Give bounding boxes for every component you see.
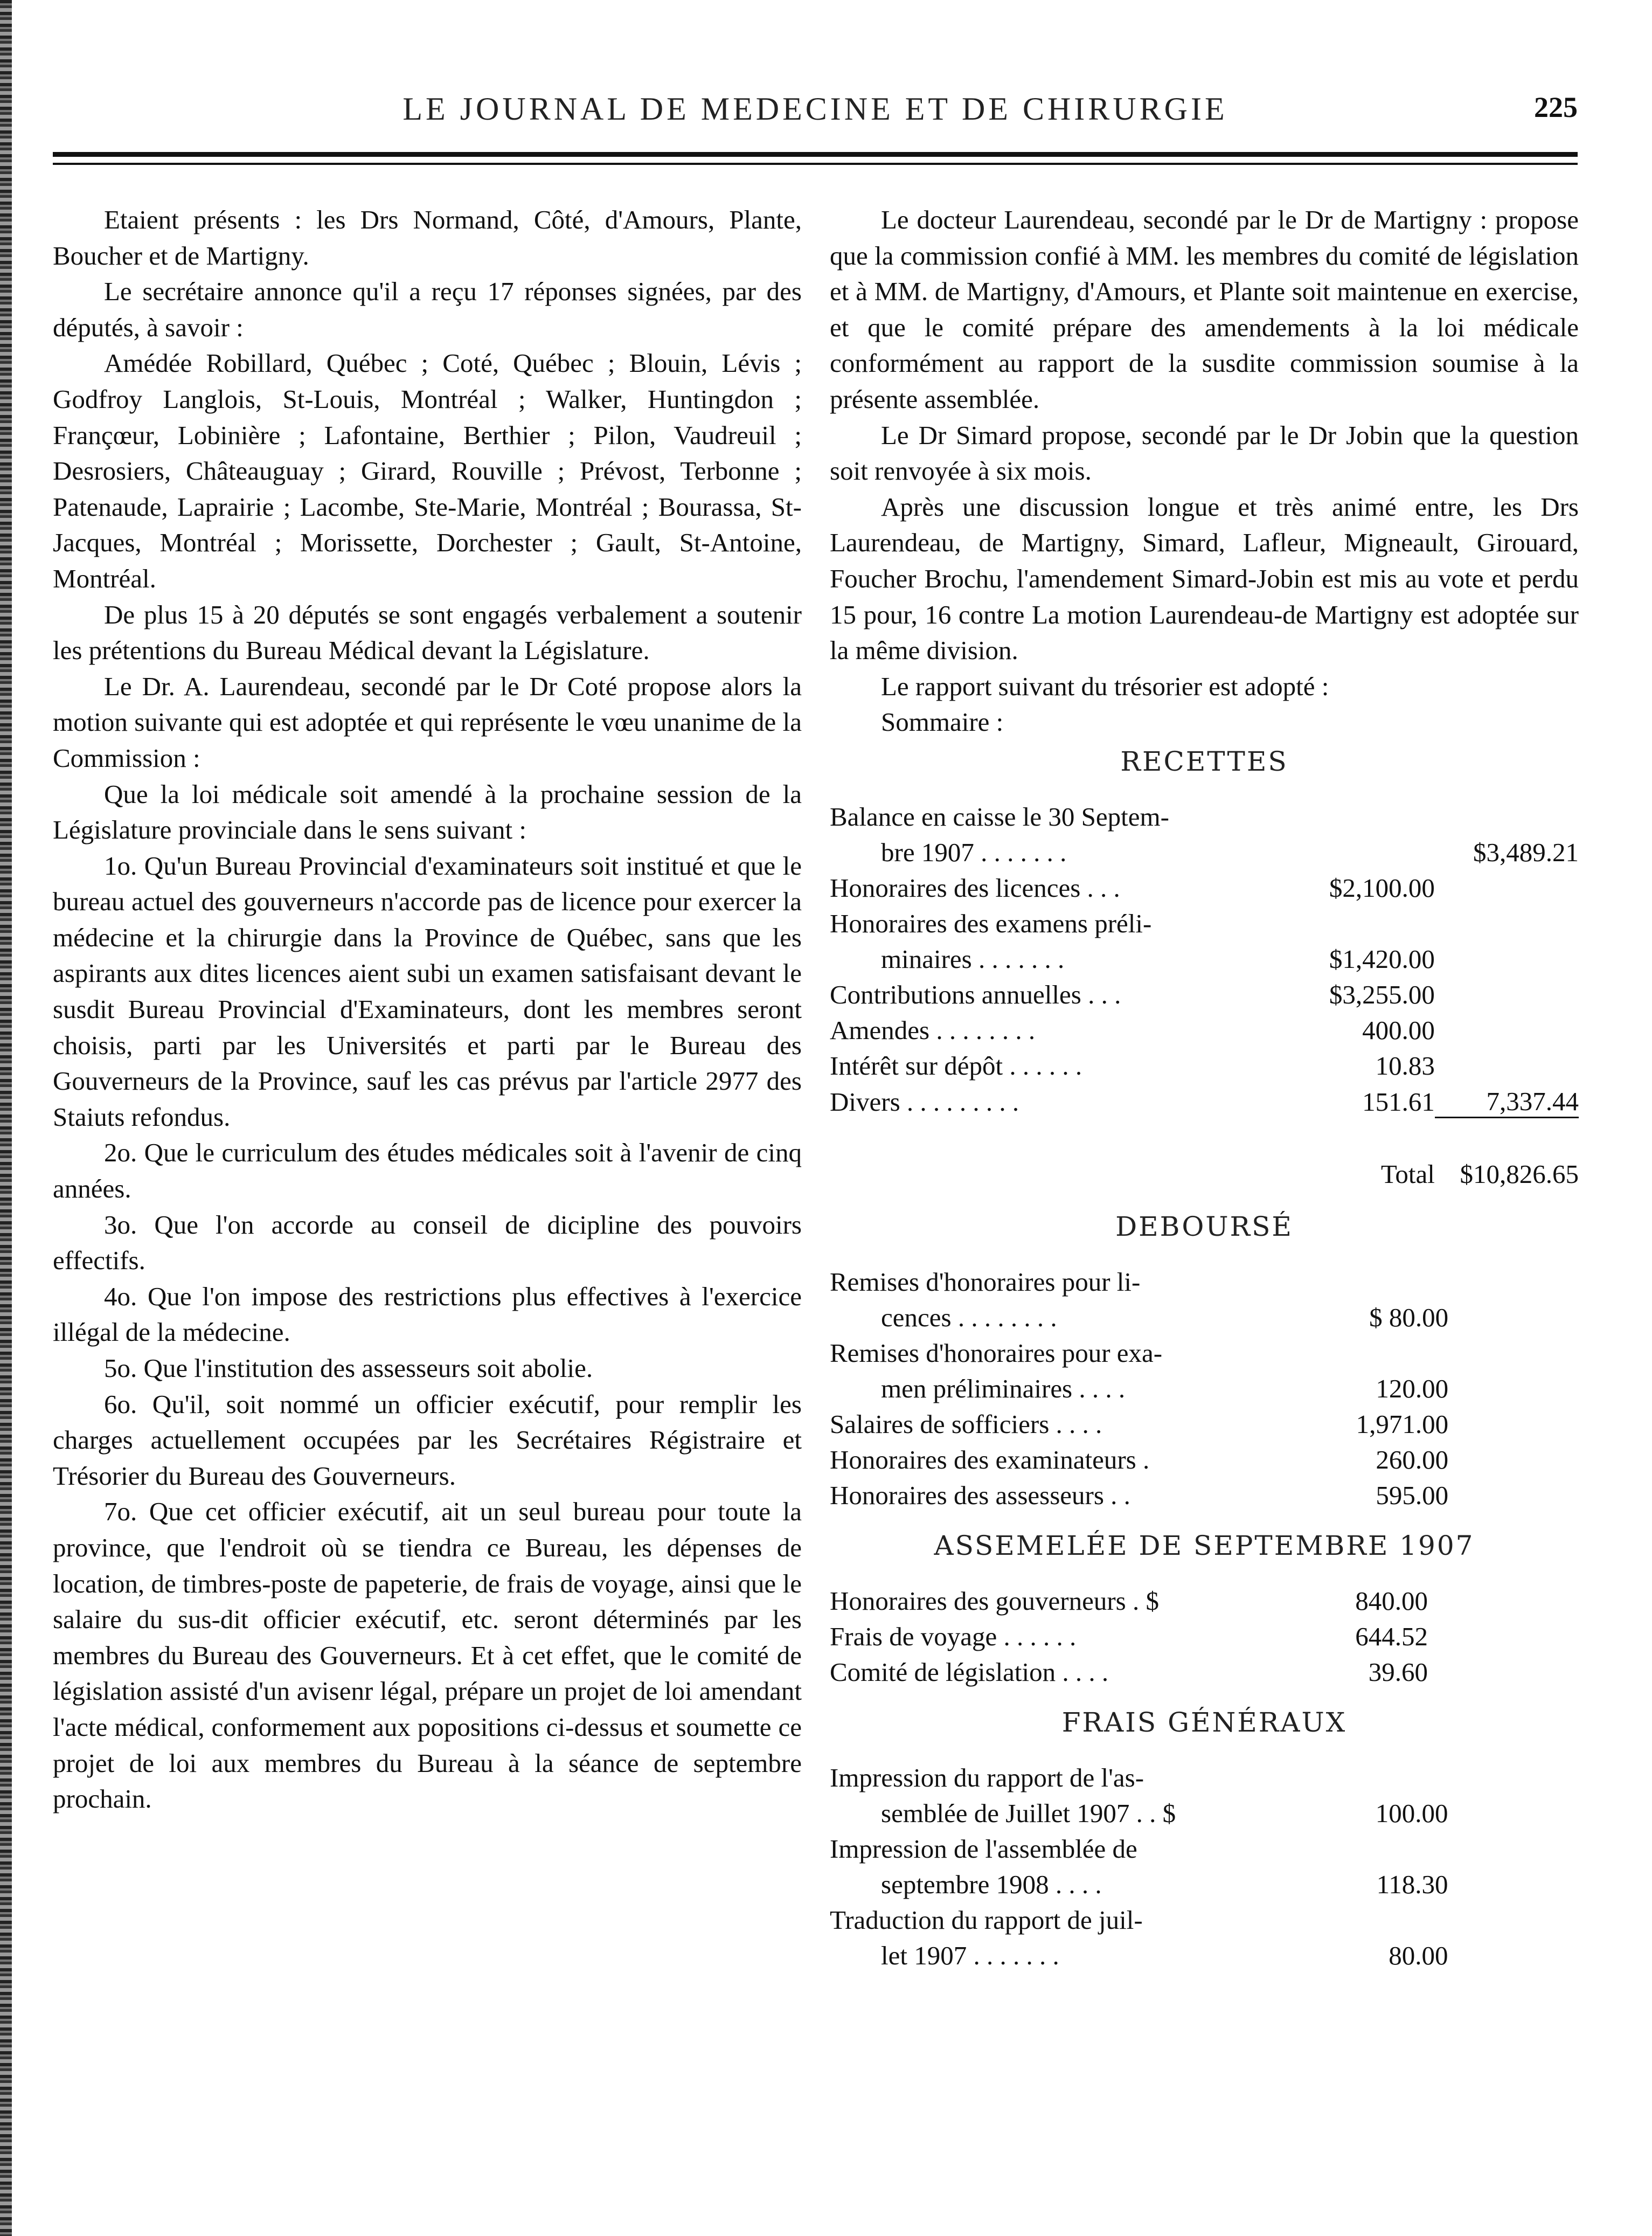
section-heading-recettes: RECETTES bbox=[1120, 745, 1288, 777]
row-label: Traduction du rapport de juil- bbox=[830, 1905, 1143, 1935]
table-row bbox=[830, 868, 1579, 903]
total-label: Total bbox=[1380, 1159, 1435, 1189]
row-amount: 644.52 bbox=[1355, 1621, 1428, 1651]
table-row bbox=[830, 1475, 1579, 1511]
row-label: Contributions annuelles . . . bbox=[830, 979, 1121, 1009]
row-label: Honoraires des assesseurs . . bbox=[830, 1480, 1130, 1510]
row-amount: 1,971.00 bbox=[1356, 1409, 1449, 1439]
row-total bbox=[1435, 1010, 1579, 1046]
assemblee-table bbox=[830, 1581, 1579, 1687]
running-title: LE JOURNAL DE MEDECINE ET DE CHIRURGIE bbox=[402, 91, 1228, 127]
row-amount bbox=[1327, 1829, 1448, 1864]
row-amount bbox=[1310, 832, 1434, 868]
table-row bbox=[830, 1935, 1579, 1971]
table-row bbox=[830, 1829, 1579, 1864]
paragraph: Sommaire : bbox=[881, 707, 1004, 737]
row-amount: 260.00 bbox=[1376, 1444, 1449, 1474]
table-row bbox=[830, 1581, 1579, 1616]
paragraph: De plus 15 à 20 députés se sont engagés verbalement a soutenir les prétentions du Bureau Médical devant la Législature. bbox=[53, 599, 802, 666]
row-label: Honoraires des licences . . . bbox=[830, 873, 1120, 903]
row-amount: 80.00 bbox=[1389, 1940, 1448, 1970]
table-row bbox=[830, 1368, 1579, 1404]
table-row bbox=[830, 797, 1579, 832]
row-label: Frais de voyage . . . . . . bbox=[830, 1621, 1077, 1651]
paragraph: Après une discussion longue et très animé entre, les Drs Laurendeau, de Martigny, Simard, Lafleur, Migneault, Girouard, Foucher Brochu, l'amendement Simard-Jobin est mis au vote et perdu 15 pour, 16 contre La motion Laurendeau-de Martigny est adoptée sur la même division. bbox=[830, 491, 1579, 666]
row-amount: 840.00 bbox=[1355, 1586, 1428, 1616]
row-amount: 595.00 bbox=[1376, 1480, 1449, 1510]
paragraph: 1o. Qu'un Bureau Provincial d'examinateurs soit institué et que le bureau actuel des gouverneurs n'accorde pas de licence pour exercer la médecine et la chirurgie dans la Province de Québec, sans que les aspirants aux dites licences aient subi un examen satisfaisant devant le susdit Bureau Provincial d'Examinateurs, dont les membres seront choisis, parti par les Universités et parti par le Bureau des Gouverneurs de la Province, sauf les cas prévus par l'article 2977 des Staiuts refondus. bbox=[53, 850, 802, 1132]
paragraph: 4o. Que l'on impose des restrictions plus effectives à l'exercice illégal de la médecine. bbox=[53, 1281, 802, 1347]
page-header bbox=[53, 81, 1578, 135]
row-amount bbox=[1310, 903, 1434, 939]
row-label: bre 1907 . . . . . . . bbox=[881, 837, 1067, 867]
row-label: Intérêt sur dépôt . . . . . . bbox=[830, 1050, 1082, 1081]
table-row bbox=[830, 1864, 1579, 1900]
row-amount: $2,100.00 bbox=[1329, 873, 1435, 903]
paragraph: Amédée Robillard, Québec ; Coté, Québec ; Blouin, Lévis ; Godfroy Langlois, St-Louis, Montréal ; Walker, Huntingdon ; Françœur, Lobinière ; Lafontaine, Berthier ; Pilon, Vaudreuil ; Desrosiers, Châteauguay ; Girard, Rouville ; Prévost, Terbonne ; Patenaude, Laprairie ; Lacombe, Ste-Marie, Montréal ; Bourassa, St-Jacques, Montréal ; Morissette, Dorchester ; Gault, St-Antoine, Montréal. bbox=[53, 348, 802, 593]
paragraph: 6o. Qu'il, soit nommé un officier exécutif, pour remplir les charges actuellement occupées par les Secrétaires Régistraire et Trésorier du Bureau des Gouverneurs. bbox=[53, 1389, 802, 1491]
spacer-row bbox=[830, 1117, 1579, 1154]
table-row bbox=[830, 1757, 1579, 1793]
row-total bbox=[1435, 1046, 1579, 1081]
debourse-table bbox=[830, 1262, 1579, 1511]
row-label: Impression du rapport de l'as- bbox=[830, 1762, 1144, 1792]
page-number: 225 bbox=[1534, 91, 1578, 123]
table-row bbox=[830, 939, 1579, 974]
row-total bbox=[1435, 974, 1579, 1010]
table-row bbox=[830, 832, 1579, 868]
row-total: $3,489.21 bbox=[1473, 837, 1579, 867]
table-row bbox=[830, 1616, 1579, 1652]
row-total bbox=[1435, 903, 1579, 939]
section-heading-assemblee: ASSEMELÉE DE SEPTEMBRE 1907 bbox=[934, 1529, 1475, 1561]
row-amount: 118.30 bbox=[1376, 1869, 1448, 1899]
row-amount bbox=[1327, 1900, 1448, 1935]
paragraph: Le docteur Laurendeau, secondé par le Dr de Martigny : propose que la commission confié à MM. les membres du comité de législation et à MM. de Martigny, d'Amours, et Plante soit maintenue en exercise, et que le comité prépare des amendements à la loi médicale conformément au rapport de la susdite commission soumise à la présente assemblée. bbox=[830, 205, 1579, 414]
row-amount bbox=[1310, 797, 1434, 832]
row-label: semblée de Juillet 1907 . . $ bbox=[881, 1798, 1176, 1828]
row-total bbox=[1435, 868, 1579, 903]
row-amount: 400.00 bbox=[1362, 1015, 1435, 1045]
row-label: cences . . . . . . . . bbox=[881, 1302, 1057, 1332]
row-total: 7,337.44 bbox=[1435, 1081, 1579, 1118]
row-label: Honoraires des examens préli- bbox=[830, 908, 1152, 938]
paragraph: Le Dr. A. Laurendeau, secondé par le Dr Coté propose alors la motion suivante qui est adoptée et qui représente le vœu unanime de la Commission : bbox=[53, 671, 802, 773]
row-label: men préliminaires . . . . bbox=[881, 1373, 1126, 1403]
row-amount: 39.60 bbox=[1368, 1657, 1428, 1687]
table-row bbox=[830, 1010, 1579, 1046]
paragraph: Que la loi médicale soit amendé à la prochaine session de la Législature provinciale dans le sens suivant : bbox=[53, 779, 802, 845]
total-value: $10,826.65 bbox=[1460, 1159, 1579, 1189]
row-label: Remises d'honoraires pour li- bbox=[830, 1266, 1141, 1297]
row-total bbox=[1435, 797, 1579, 832]
row-amount: 120.00 bbox=[1376, 1373, 1449, 1403]
table-row bbox=[830, 1793, 1579, 1829]
paragraph: Le rapport suivant du trésorier est adopté : bbox=[881, 671, 1329, 701]
paragraph: Le secrétaire annonce qu'il a reçu 17 réponses signées, par des députés, à savoir : bbox=[53, 276, 802, 342]
paragraph: 5o. Que l'institution des assesseurs soit abolie. bbox=[104, 1353, 593, 1383]
paragraph: 2o. Que le curriculum des études médicales soit à l'avenir de cinq années. bbox=[53, 1138, 802, 1204]
table-row bbox=[830, 974, 1579, 1010]
row-label: minaires . . . . . . . bbox=[881, 944, 1065, 974]
row-label: Impression de l'assemblée de bbox=[830, 1833, 1137, 1864]
row-label: let 1907 . . . . . . . bbox=[881, 1940, 1059, 1970]
row-amount: 151.61 bbox=[1362, 1087, 1435, 1117]
table-row bbox=[830, 1081, 1579, 1118]
total-row bbox=[830, 1154, 1579, 1189]
paragraph: 3o. Que l'on accorde au conseil de dicipline des pouvoirs effectifs. bbox=[53, 1209, 802, 1276]
recettes-table bbox=[830, 797, 1579, 1189]
row-label: septembre 1908 . . . . bbox=[881, 1869, 1102, 1899]
table-row bbox=[830, 903, 1579, 939]
header-rule-thick bbox=[53, 152, 1578, 157]
left-column bbox=[53, 202, 802, 2121]
table-row bbox=[830, 1652, 1579, 1687]
row-amount: $3,255.00 bbox=[1329, 979, 1435, 1009]
scan-binding-edge bbox=[0, 0, 12, 2236]
row-amount bbox=[1324, 1262, 1449, 1297]
row-amount bbox=[1324, 1333, 1449, 1368]
paragraph: Etaient présents : les Drs Normand, Côté, d'Amours, Plante, Boucher et de Martigny. bbox=[53, 205, 802, 271]
row-amount: 10.83 bbox=[1375, 1050, 1435, 1081]
table-row bbox=[830, 1046, 1579, 1081]
row-label: Divers . . . . . . . . . bbox=[830, 1087, 1019, 1117]
row-amount: $1,420.00 bbox=[1329, 944, 1435, 974]
paragraph: Le Dr Simard propose, secondé par le Dr Jobin que la question soit renvoyée à six mois. bbox=[830, 420, 1579, 486]
row-label: Honoraires des examinateurs . bbox=[830, 1444, 1150, 1474]
row-total bbox=[1435, 939, 1579, 974]
row-label: Comité de législation . . . . bbox=[830, 1657, 1109, 1687]
section-heading-debourse: DEBOURSÉ bbox=[1115, 1210, 1293, 1242]
table-row bbox=[830, 1404, 1579, 1439]
row-label: Honoraires des gouverneurs . $ bbox=[830, 1586, 1159, 1616]
header-rule-thin bbox=[53, 163, 1578, 165]
row-amount: 100.00 bbox=[1375, 1798, 1448, 1828]
frais-table bbox=[830, 1757, 1579, 1971]
table-row bbox=[830, 1262, 1579, 1297]
table-row bbox=[830, 1439, 1579, 1475]
table-row bbox=[830, 1297, 1579, 1333]
section-heading-frais: FRAIS GÉNÉRAUX bbox=[1061, 1706, 1347, 1738]
row-label: Salaires de sofficiers . . . . bbox=[830, 1409, 1102, 1439]
row-amount: $ 80.00 bbox=[1369, 1302, 1449, 1332]
table-row bbox=[830, 1900, 1579, 1935]
row-label: Balance en caisse le 30 Septem- bbox=[830, 801, 1169, 832]
paragraph: 7o. Que cet officier exécutif, ait un seul bureau pour toute la province, que l'endroit où se tiendra ce Bureau, les dépenses de location, de timbres-poste de papeterie, de frais de voyage, ainsi que le salaire du sus-dit officier exécutif, etc. seront déterminés par les membres du Bureau des Gouverneurs. Et à cet effet, que le comité de législation assisté d'un avisenr légal, prépare un projet de loi amendant l'acte médical, conformement aux popositions ci-dessus et soumette ce projet de loi aux membres du Bureau à la séance de septembre prochain. bbox=[53, 1497, 802, 1814]
right-column bbox=[830, 202, 1579, 2142]
table-row bbox=[830, 1333, 1579, 1368]
row-amount bbox=[1327, 1757, 1448, 1793]
row-label: Remises d'honoraires pour exa- bbox=[830, 1338, 1163, 1368]
row-label: Amendes . . . . . . . . bbox=[830, 1015, 1036, 1045]
